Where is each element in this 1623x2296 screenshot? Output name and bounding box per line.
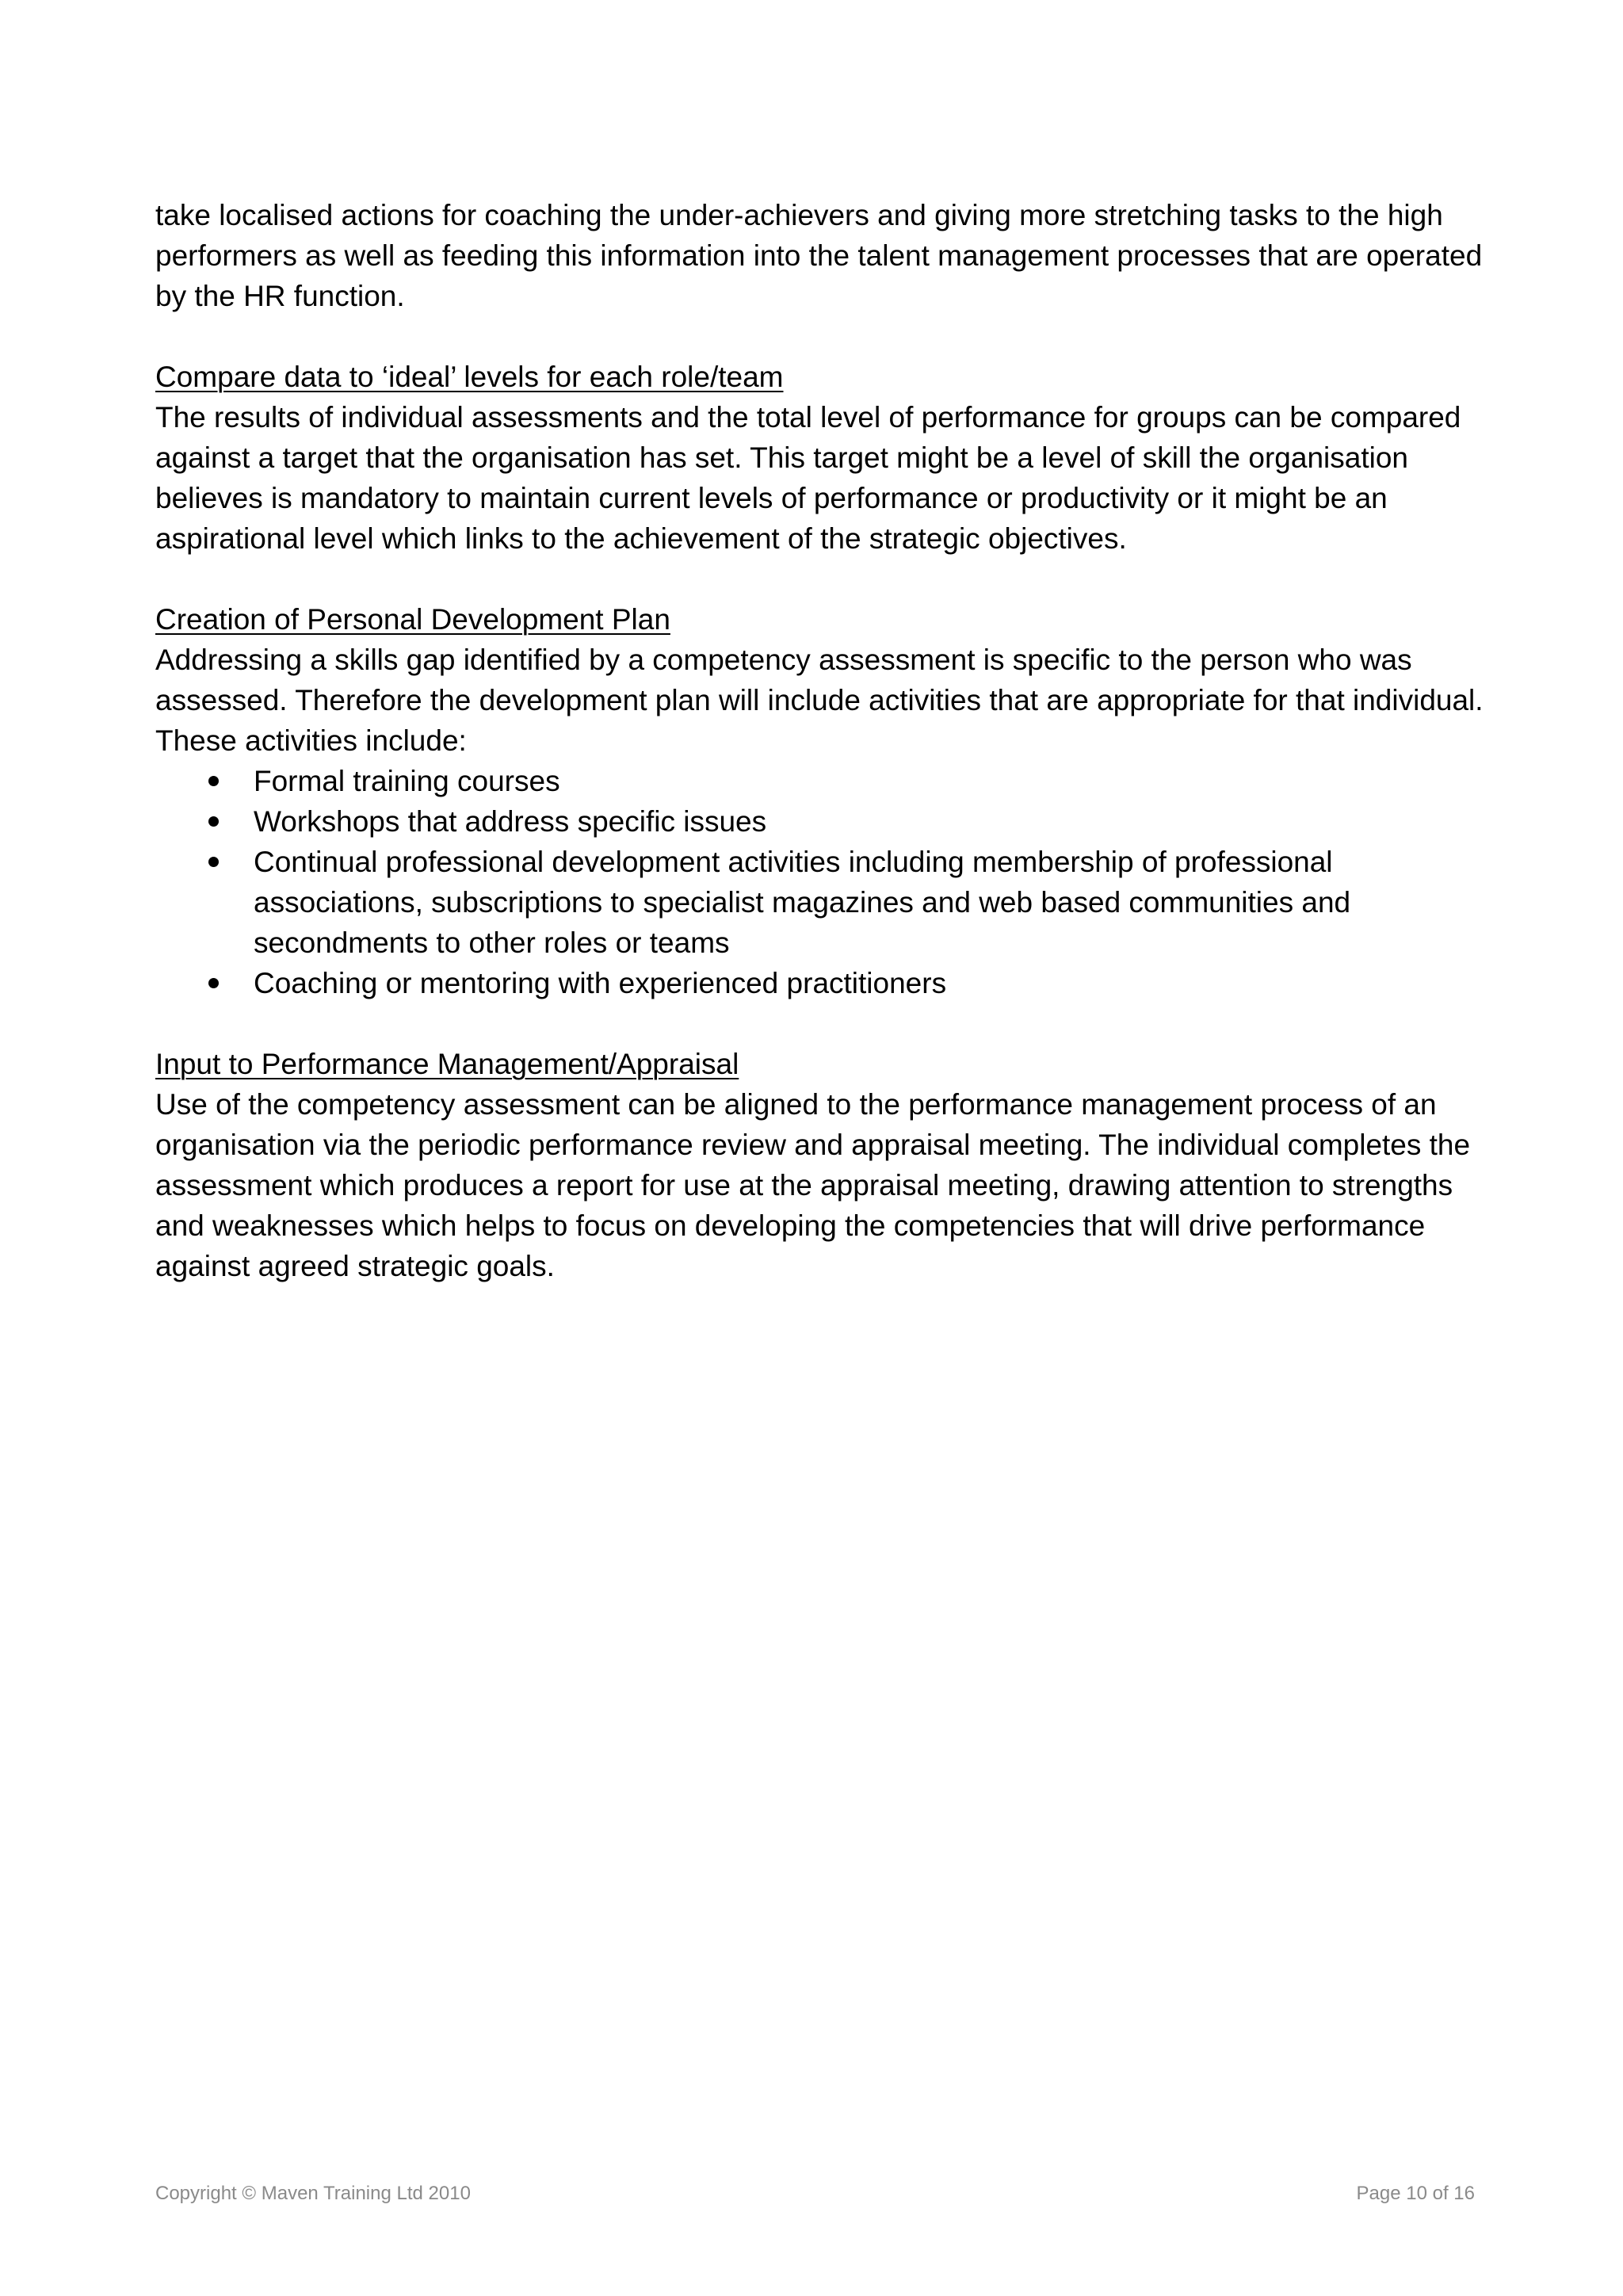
section-heading: Compare data to ‘ideal’ levels for each role/team xyxy=(155,361,784,393)
section-heading: Input to Performance Management/Appraisal xyxy=(155,1048,739,1080)
list-item xyxy=(254,963,1487,1003)
list-item xyxy=(254,842,1487,963)
section-performance-management xyxy=(155,1044,1487,1286)
bullet-icon xyxy=(208,816,219,827)
section-personal-development-plan xyxy=(155,599,1487,1003)
section-paragraph: Use of the competency assessment can be aligned to the performance management process of an organisation via the periodic performance review and appraisal meeting. The individual completes the assessment which produces a report for use at the appraisal meeting, drawing attention to strengths and weaknesses which helps to focus on developing the competencies that will drive performance against agreed strategic goals. xyxy=(155,1088,1471,1282)
copyright-text: Copyright © Maven Training Ltd 2010 xyxy=(155,2183,471,2204)
document-body xyxy=(155,195,1487,1327)
list-item-text: Formal training courses xyxy=(254,765,560,797)
bullet-icon xyxy=(208,978,219,988)
section-heading: Creation of Personal Development Plan xyxy=(155,603,670,636)
section-paragraph: The results of individual assessments and the total level of performance for groups can be compared against a target that the organisation has set. This target might be a level of skill the organisation believes is mandatory to maintain current levels of performance or productivity or it might be an aspirational level which links to the achievement of the strategic objectives. xyxy=(155,401,1461,555)
bullet-icon xyxy=(208,776,219,786)
list-item-text: Workshops that address specific issues xyxy=(254,805,767,838)
list-item xyxy=(254,761,1487,801)
list-item-text: Continual professional development activities including membership of professional associations, subscriptions to specialist magazines and web based communities and secondments to other roles or teams xyxy=(254,846,1351,959)
section-paragraph: Addressing a skills gap identified by a competency assessment is specific to the person who was assessed. Therefore the development plan will include activities that are appropriate for that individual. These activities include: xyxy=(155,644,1484,757)
list-item xyxy=(254,801,1487,842)
page-number: Page 10 of 16 xyxy=(1356,2183,1475,2204)
bullet-icon xyxy=(208,857,219,867)
section-compare-data xyxy=(155,357,1487,559)
intro-paragraph: take localised actions for coaching the under-achievers and giving more stretching tasks to the high performers as well as feeding this information into the talent management processes that are operated by the HR function. xyxy=(155,199,1483,312)
list-item-text: Coaching or mentoring with experienced practitioners xyxy=(254,967,947,999)
activities-bullet-list xyxy=(155,761,1487,1003)
